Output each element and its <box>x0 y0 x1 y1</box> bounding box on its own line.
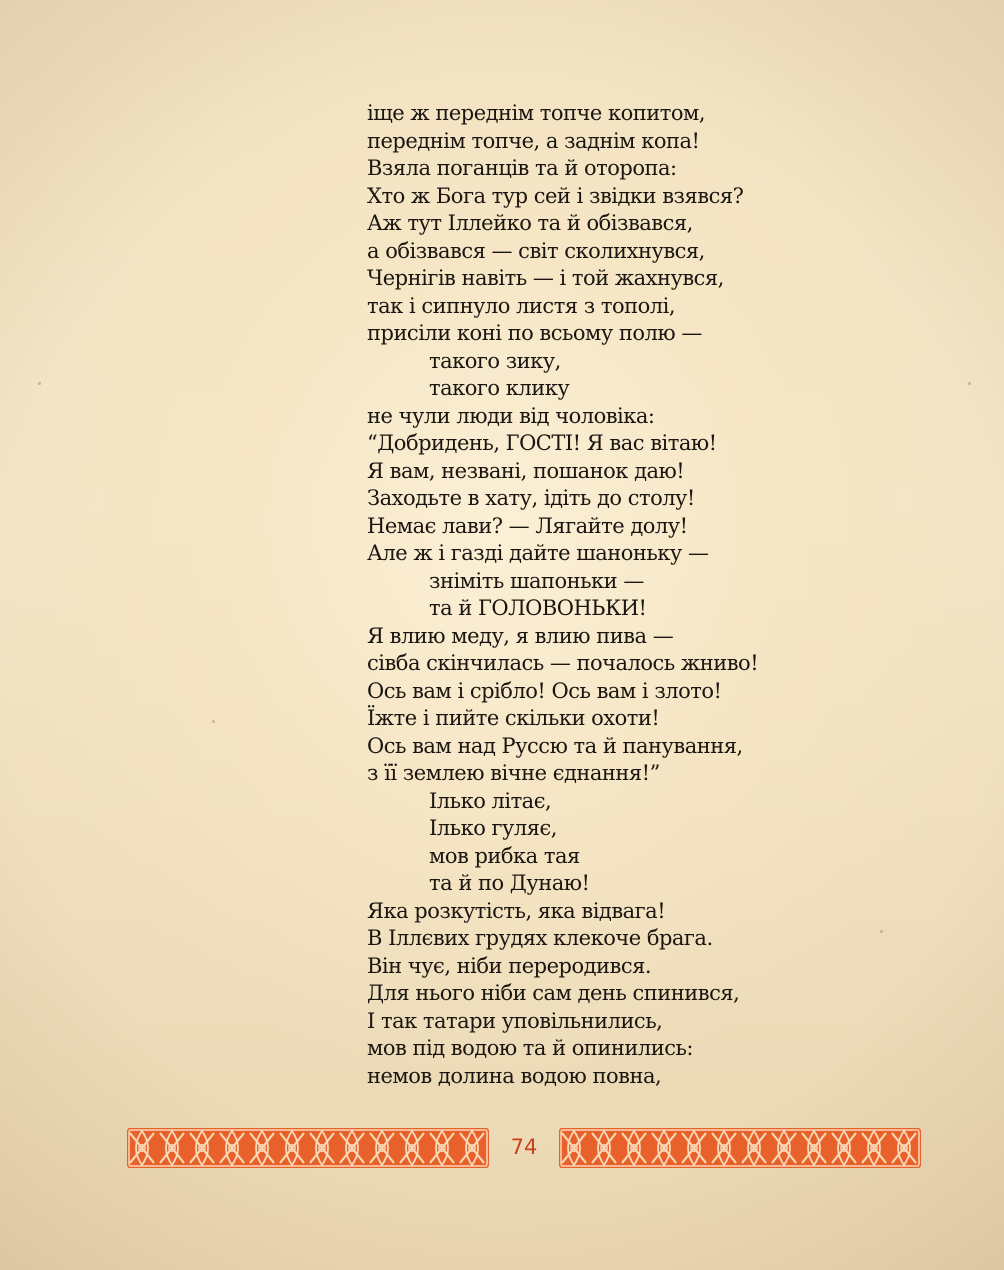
poem-line: Ілько літає, <box>429 788 552 813</box>
poem-line: такого зику, <box>429 348 561 373</box>
poem-line: та й по Дунаю! <box>429 871 590 895</box>
poem-line: Ілько гуляє, <box>429 816 557 840</box>
paper-speck <box>880 930 883 933</box>
poem-line: Я влию меду, я влию пива — <box>367 623 674 648</box>
poem-text <box>367 100 807 1090</box>
poem-line: не чули люди від чоловіка: <box>367 403 655 428</box>
poem-line: Ось вам над Руссю та й панування, <box>367 733 743 758</box>
poem-line: іще ж переднім топче копитом, <box>367 101 706 125</box>
poem-line: а обізвався — світ сколихнувся, <box>367 238 705 263</box>
poem-line: переднім топче, а заднім копа! <box>367 128 700 153</box>
poem-line: з її землею вічне єднання!” <box>367 761 660 785</box>
poem-line: Для нього ніби сам день спинився, <box>367 981 740 1005</box>
poem-line: Хто ж Бога тур сей і звідки взявся? <box>367 183 744 208</box>
poem-line: Він чує, ніби переродився. <box>367 953 652 978</box>
ornament-border-left <box>127 1128 489 1168</box>
ornament-border-right <box>559 1128 921 1168</box>
poem-line: присіли коні по всьому полю — <box>367 321 702 345</box>
poem-line: Взяла поганців та й оторопа: <box>367 156 677 180</box>
poem-line: Чернігів навіть — і той жахнувся, <box>367 266 724 290</box>
poem-line: Яка розкутість, яка відвага! <box>367 898 666 923</box>
poem-line: такого клику <box>429 376 570 400</box>
paper-speck <box>212 720 215 723</box>
poem-line: В Іллєвих грудях клекоче брага. <box>367 926 713 950</box>
paper-speck <box>38 382 41 385</box>
poem-line: мов рибка тая <box>429 843 580 868</box>
poem-line: Ось вам і срібло! Ось вам і злото! <box>367 678 722 703</box>
ornament-pattern <box>127 1128 489 1168</box>
poem-line: “Добридень, ГОСТІ! Я вас вітаю! <box>367 431 717 455</box>
poem-line: Немає лави? — Лягайте долу! <box>367 513 688 538</box>
poem-line: Але ж і газді дайте шаноньку — <box>367 541 709 565</box>
paper-speck <box>968 382 971 385</box>
poem-line: так і сипнуло листя з тополі, <box>367 293 675 318</box>
poem-line: сівба скінчилась — почалось жниво! <box>367 651 759 675</box>
poem-line: зніміть шапоньки — <box>429 568 644 593</box>
poem-line: та й ГОЛОВОНЬКИ! <box>429 596 647 620</box>
poem-line: Я вам, незвані, пошанок даю! <box>367 458 685 483</box>
page-number: 74 <box>510 1135 538 1159</box>
poem-line: немов долина водою повна, <box>367 1063 662 1088</box>
poem-line: Заходьте в хату, ідіть до столу! <box>367 486 695 510</box>
poem-line: Їжте і пийте скільки охоти! <box>367 706 660 730</box>
poem-line: І так татари уповільнились, <box>367 1008 663 1033</box>
poem-line: мов під водою та й опинились: <box>367 1036 694 1060</box>
ornament-pattern <box>559 1128 921 1168</box>
poem-line: Аж тут Іллейко та й обізвався, <box>367 211 693 235</box>
